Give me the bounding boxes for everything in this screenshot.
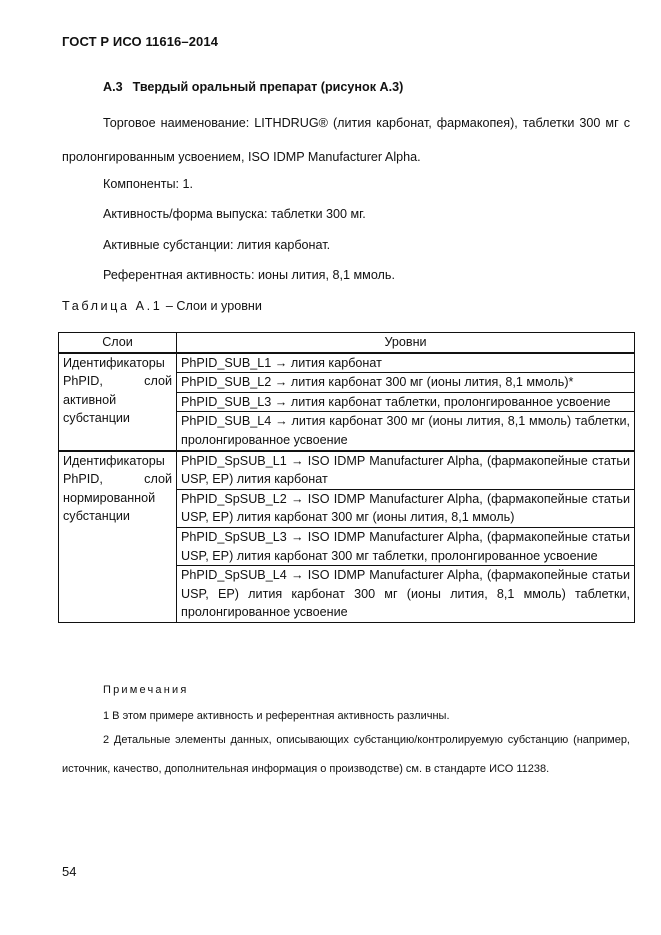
level-cell: PhPID_SUB_L3 → лития карбонат таблетки, пролонгированное усвоение xyxy=(177,392,635,412)
paragraph-reference-strength: Референтная активность: ионы лития, 8,1 ммоль. xyxy=(103,268,395,282)
layer-active-substance: Идентификаторы PhPID, слой активной субстанции xyxy=(59,353,177,451)
level-cell: PhPID_SpSUB_L4 → ISO IDMP Manufacturer Alpha, (фармакопейные статьи USP, EP) лития карбонат 300 мг (ионы лития, 8,1 ммоль) таблетки, пролонгированное усвоение xyxy=(177,566,635,623)
layers-levels-table xyxy=(58,332,635,623)
table-caption xyxy=(62,299,262,313)
paragraph-active-substances: Активные субстанции: лития карбонат. xyxy=(103,238,331,252)
paragraph-strength: Активность/форма выпуска: таблетки 300 мг. xyxy=(103,207,366,221)
level-cell: PhPID_SUB_L4 → лития карбонат 300 мг (ионы лития, 8,1 ммоль) таблетки, пролонгированное усвоение xyxy=(177,412,635,451)
header-layers: Слои xyxy=(59,333,177,353)
level-cell: PhPID_SpSUB_L2 → ISO IDMP Manufacturer Alpha, (фармакопейные статьи USP, EP) лития карбонат 300 мг (ионы лития, 8,1 ммоль) xyxy=(177,489,635,527)
table-caption-text: Слои и уровни xyxy=(176,299,262,313)
section-title-text: Твердый оральный препарат (рисунок А.3) xyxy=(132,80,404,94)
level-cell: PhPID_SUB_L1 → лития карбонат xyxy=(177,353,635,373)
page-header: ГОСТ Р ИСО 11616–2014 xyxy=(62,34,219,49)
paragraph-trade-name: Торговое наименование: LITHDRUG® (лития карбонат, фармакопея), таблетки 300 мг с пролонгированным усвоением, ISO IDMP Manufacturer Alpha. xyxy=(62,116,630,164)
level-cell: PhPID_SpSUB_L1 → ISO IDMP Manufacturer Alpha, (фармакопейные статьи USP, EP) лития карбонат xyxy=(177,451,635,490)
table-row xyxy=(59,353,635,373)
section-number: A.3 xyxy=(103,80,123,94)
level-cell: PhPID_SUB_L2 → лития карбонат 300 мг (ионы лития, 8,1 ммоль)* xyxy=(177,373,635,393)
section-title xyxy=(103,80,403,94)
table-caption-separator: – xyxy=(165,299,173,313)
level-cell: PhPID_SpSUB_L3 → ISO IDMP Manufacturer Alpha, (фармакопейные статьи USP, EP) лития карбонат 300 мг таблетки, пролонгированное усвоение xyxy=(177,527,635,565)
header-levels: Уровни xyxy=(177,333,635,353)
paragraph-components: Компоненты: 1. xyxy=(103,177,194,191)
layer-specified-substance: Идентификаторы PhPID, слой нормированной субстанции xyxy=(59,451,177,623)
note-item: 2 Детальные элементы данных, описывающих субстанцию/контролируемую субстанцию (например, источник, качество, дополнительная информация о производстве) см. в стандарте ИСО 11238. xyxy=(62,734,630,775)
table-header-row xyxy=(59,333,635,353)
notes-title: Примечания xyxy=(103,684,189,696)
table-row xyxy=(59,451,635,490)
page-number: 54 xyxy=(62,864,77,879)
table-caption-label: Таблица А.1 xyxy=(62,299,163,313)
note-item: 1 В этом примере активность и референтная активность различны. xyxy=(103,710,450,722)
